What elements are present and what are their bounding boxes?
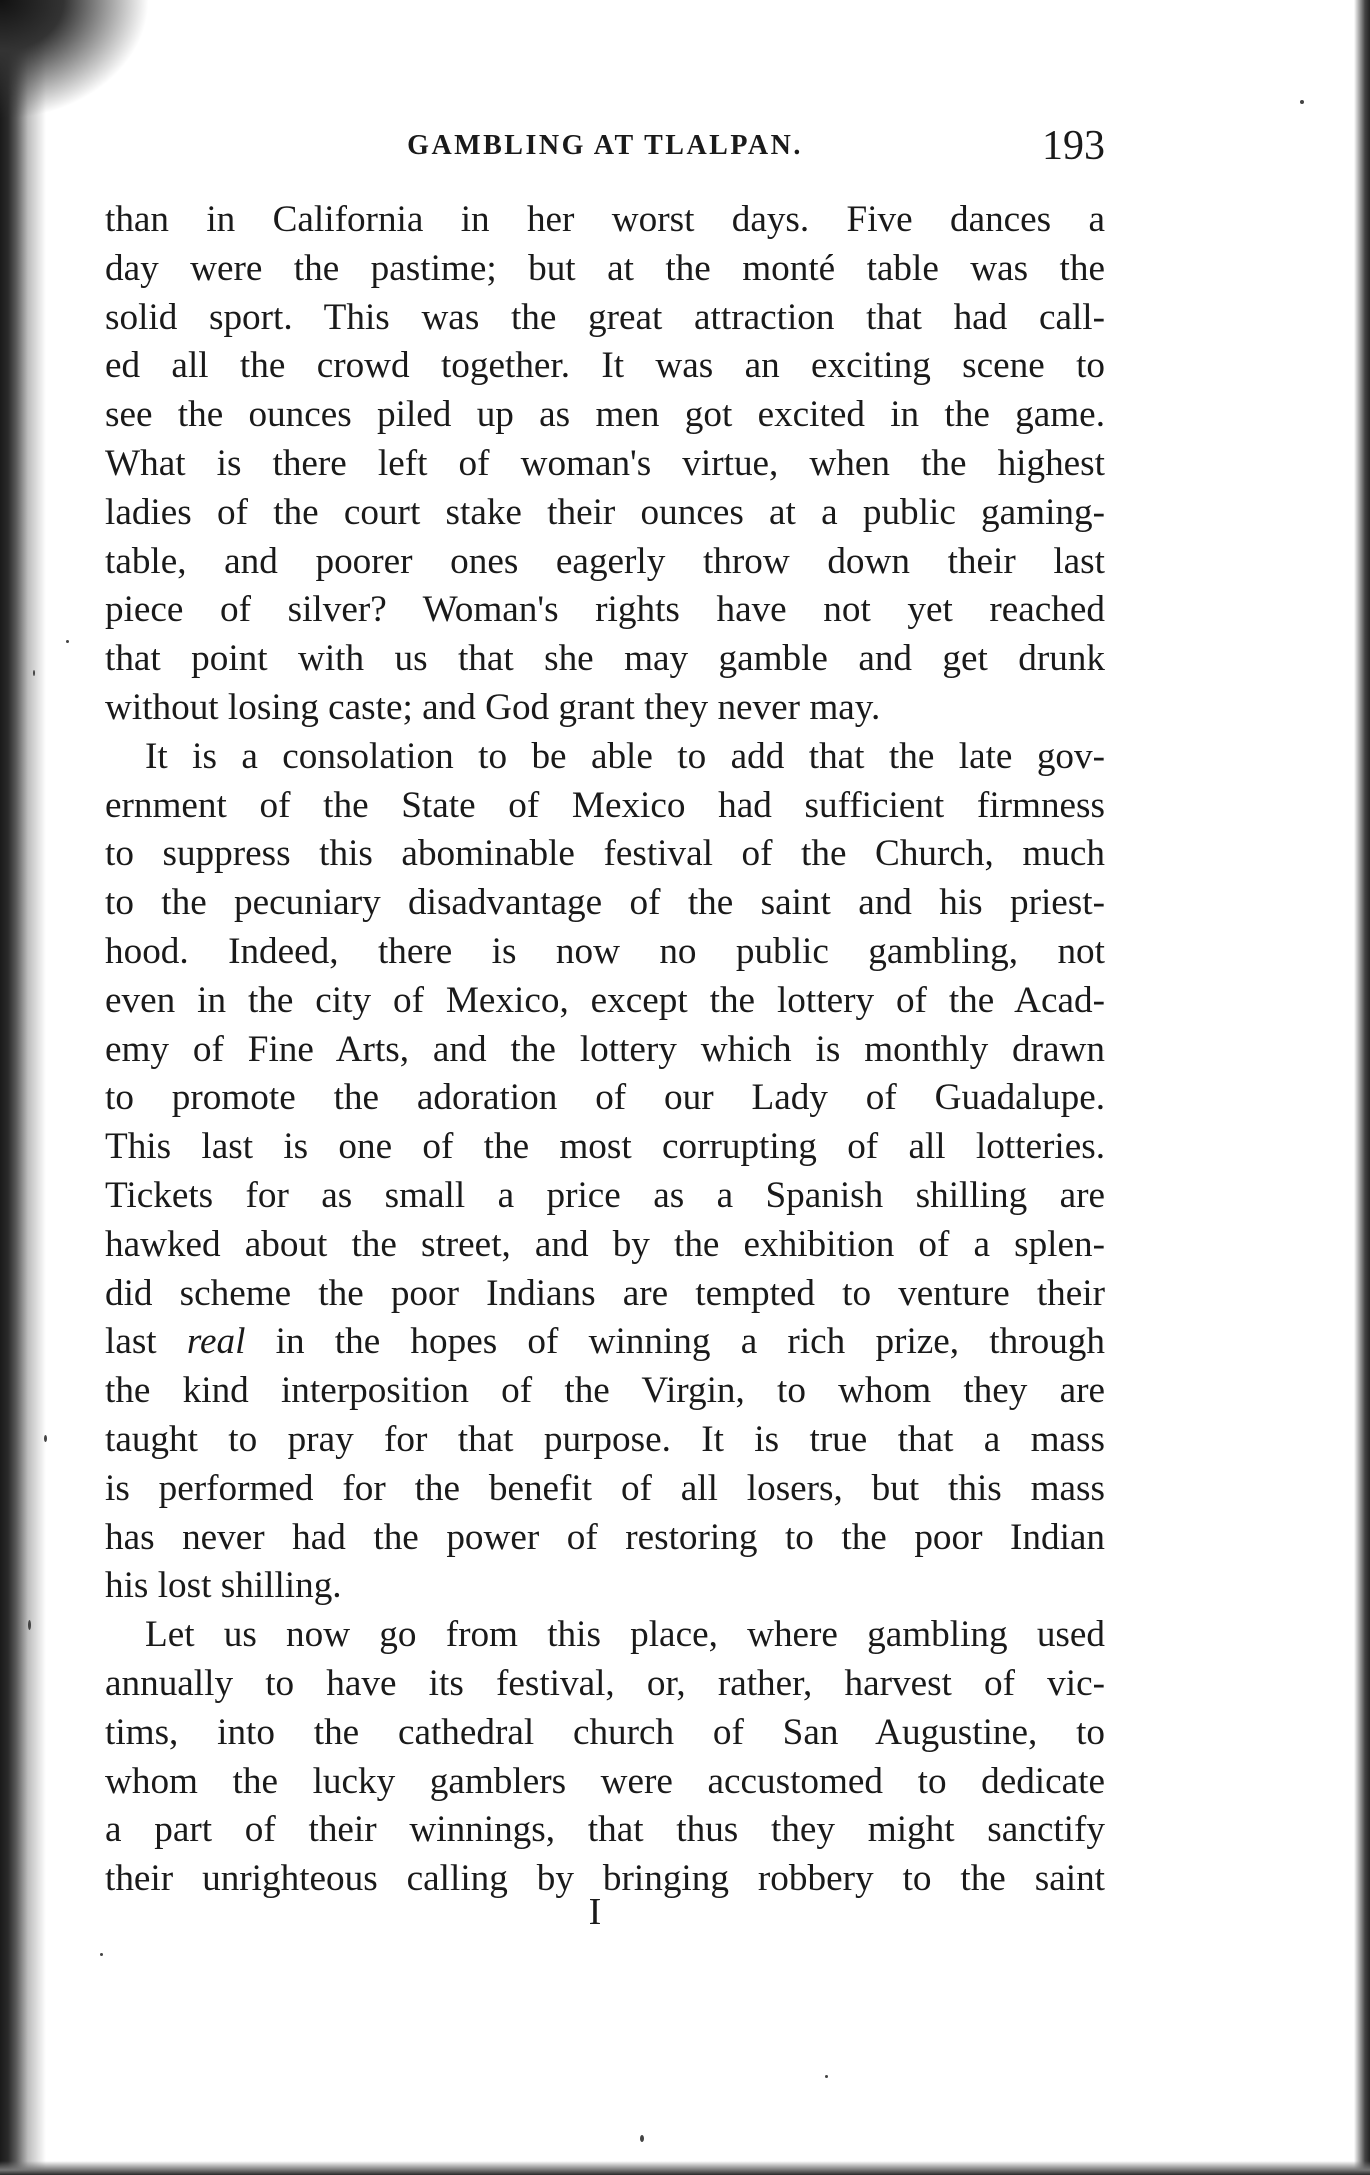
page-edge-right xyxy=(1354,0,1370,2175)
text-line: a part of their winnings, that thus they might sanctify xyxy=(105,1809,1105,1851)
text-line: than in California in her worst days. Five dances a xyxy=(105,199,1105,240)
text-line-last: without losing caste; and God grant they never may. xyxy=(105,686,881,728)
text-fragment: last xyxy=(105,1321,187,1363)
text-line: This last is one of the most corrupting of all lotteries. xyxy=(105,1126,1105,1168)
running-title: GAMBLING AT TLALPAN. xyxy=(407,130,803,161)
text-line: Let us now go from this place, where gambling used xyxy=(145,1614,1105,1656)
scan-speck xyxy=(825,2075,828,2078)
text-line: to the pecuniary disadvantage of the saint and his priest- xyxy=(105,882,1105,924)
scan-speck xyxy=(44,1435,47,1442)
text-line: emy of Fine Arts, and the lottery which is monthly drawn xyxy=(105,1028,1105,1070)
text-line-italic xyxy=(105,1321,1105,1362)
scan-speck xyxy=(33,670,35,676)
text-line: ed all the crowd together. It was an exciting scene to xyxy=(105,345,1105,387)
paragraph-3 xyxy=(105,1611,1105,1904)
text-line: to promote the adoration of our Lady of Guadalupe. xyxy=(105,1077,1105,1119)
page-edge-bottom xyxy=(0,2161,1370,2175)
text-line: even in the city of Mexico, except the lottery of the Acad- xyxy=(105,979,1105,1021)
scan-speck xyxy=(640,2135,644,2142)
binding-edge-shadow xyxy=(0,0,150,120)
text-line: hawked about the street, and by the exhibition of a splen- xyxy=(105,1223,1105,1265)
text-line: taught to pray for that purpose. It is true that a mass xyxy=(105,1418,1105,1460)
text-line: table, and poorer ones eagerly throw down their last xyxy=(105,540,1105,582)
text-line: ladies of the court stake their ounces at a public gaming- xyxy=(105,491,1105,533)
text-line: annually to have its festival, or, rather, harvest of vic- xyxy=(105,1662,1105,1704)
text-line: Tickets for as small a price as a Spanish shilling are xyxy=(105,1174,1105,1216)
text-line: hood. Indeed, there is now no public gambling, not xyxy=(105,930,1105,972)
scan-speck xyxy=(28,1620,31,1630)
scan-speck xyxy=(66,640,69,643)
text-line: see the ounces piled up as men got excited in the game. xyxy=(105,394,1105,436)
scan-speck xyxy=(100,1953,103,1956)
binding-edge-left xyxy=(0,0,46,2175)
text-line: did scheme the poor Indians are tempted to venture their xyxy=(105,1272,1105,1314)
page-number: 193 xyxy=(1042,123,1105,169)
text-line: piece of silver? Woman's rights have not yet reached xyxy=(105,589,1105,631)
text-line: It is a consolation to be able to add that the late gov- xyxy=(145,735,1105,777)
text-line: has never had the power of restoring to the poor Indian xyxy=(105,1516,1105,1558)
scan-speck xyxy=(1300,100,1304,104)
text-line: that point with us that she may gamble and get drunk xyxy=(105,638,1105,680)
text-line: solid sport. This was the great attraction that had call- xyxy=(105,296,1105,338)
text-line: is performed for the benefit of all losers, but this mass xyxy=(105,1467,1105,1509)
page-header xyxy=(105,122,1105,172)
paragraph-2 xyxy=(105,733,1105,1611)
signature-mark: I xyxy=(588,1891,602,1933)
text-fragment: in the hopes of winning a rich prize, through xyxy=(245,1321,1105,1363)
italic-word: real xyxy=(186,1321,246,1363)
body-text xyxy=(105,196,1105,1904)
text-line: the kind interposition of the Virgin, to whom they are xyxy=(105,1370,1105,1412)
text-line: whom the lucky gamblers were accustomed to dedicate xyxy=(105,1760,1105,1802)
paragraph-1 xyxy=(105,196,1105,733)
text-line: to suppress this abominable festival of the Church, much xyxy=(105,833,1105,875)
text-line: What is there left of woman's virtue, when the highest xyxy=(105,442,1105,484)
text-line: day were the pastime; but at the monté table was the xyxy=(105,247,1105,289)
text-line: tims, into the cathedral church of San Augustine, to xyxy=(105,1711,1105,1753)
text-line: ernment of the State of Mexico had sufficient firmness xyxy=(105,784,1105,826)
text-line-last: his lost shilling. xyxy=(105,1565,342,1607)
text-line: their unrighteous calling by bringing robbery to the saint xyxy=(105,1858,1105,1900)
